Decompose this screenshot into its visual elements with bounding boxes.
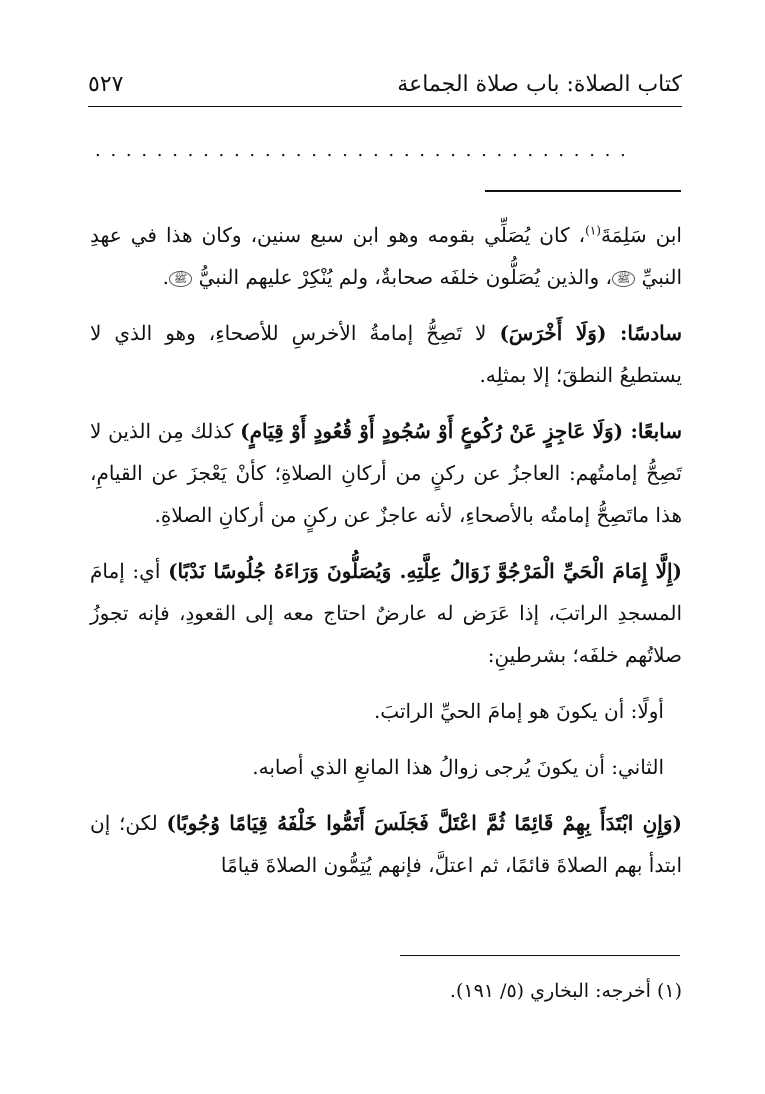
footnote: (١) أخرجه: البخاري (٥/ ١٩١). [449,980,682,1002]
paragraph-text: الثاني: أن يكونَ يُرجى زوالُ هذا المانعِ الذي أصابه. [252,755,664,779]
paragraph-7 [90,802,682,886]
paragraph-text: كذلك مِن الذين لا تَصِحُّ إمامتُهم: العاجزُ عن ركنٍ من أركانِ الصلاةِ؛ كأنْ يَعْجزَ عن القيامِ، هذا ماتَصِحُّ إمامتُه بالأصحاءِ، لأنه عاجزٌ عن ركنٍ من أركانِ الصلاةِ. [90,419,682,527]
matn-quote: (إِلَّا إِمَامَ الْحَيِّ الْمَرْجُوَّ زَوَالُ عِلَّتِهِ. وَيُصَلُّونَ وَرَاءَهُ جُلُوسًا نَدْبًا) [168,559,682,583]
paragraph-text: ، والذين يُصَلُّون خلفَه صحابةٌ، ولم يُنْكِرْ عليهم النبيُّ [198,265,612,289]
section-divider [485,190,681,192]
condition-2 [90,746,682,788]
page-number: ٥٢٧ [88,71,124,97]
matn-quote: سادسًا: (وَلَا أَخْرَسَ) [499,321,683,345]
condition-1 [90,690,682,732]
paragraph-3 [90,410,682,536]
ellipsis-divider: . . . . . . . . . . . . . . . . . . . . . . . . . . . . . . . . . . . [95,140,628,161]
paragraph-text: أي: إمامَ المسجدِ الراتبَ، إذا عَرَض له عارضٌ احتاج معه إلى القعودِ، فإنه تجوزُ صلاتُهم خلفَه؛ بشرطينِ: [90,559,682,667]
matn-quote: سابعًا: (وَلَا عَاجِزٍ عَنْ رُكُوعٍ أَوْ سُجُودٍ أَوْ قُعُودٍ أَوْ قِيَامٍ) [240,419,682,443]
paragraph-text: ، كان يُصَلِّي بقومه وهو ابن سبع سنين، وكان هذا في عهدِ النبيِّ [90,223,682,289]
salutation-icon: ﷺ [612,271,635,287]
footnote-ref[interactable]: (١) [585,223,601,238]
paragraph-text: ابن سَلِمَةَ [600,223,682,247]
paragraph-1 [90,214,682,298]
matn-quote: (وَإِنِ ابْتَدَأَ بِهِمْ قَائِمًا ثُمَّ اعْتَلَّ فَجَلَسَ أَتَمُّوا خَلْفَهُ قِيَامًا وُجُوبًا) [166,811,682,835]
salutation-icon: ﷺ [169,271,192,287]
page-header [88,62,682,107]
paragraph-4 [90,550,682,676]
paragraph-text: لا تَصِحُّ إمامةُ الأخرسِ للأصحاءِ، وهو الذي لا يستطيعُ النطقَ؛ إلا بمثلِه. [90,321,682,387]
footnote-divider [400,955,680,956]
paragraph-2 [90,312,682,396]
paragraph-text: أولًا: أن يكونَ هو إمامَ الحيِّ الراتبَ. [373,699,664,723]
paragraph-text: لكن؛ إن ابتدأ بهم الصلاةَ قائمًا، ثم اعتلَّ، فإنهم يُتِمُّون الصلاةَ قيامًا [90,811,682,877]
running-title: كتاب الصلاة: باب صلاة الجماعة [397,71,682,97]
paragraph-text: . [162,265,170,289]
body-text [90,214,682,900]
